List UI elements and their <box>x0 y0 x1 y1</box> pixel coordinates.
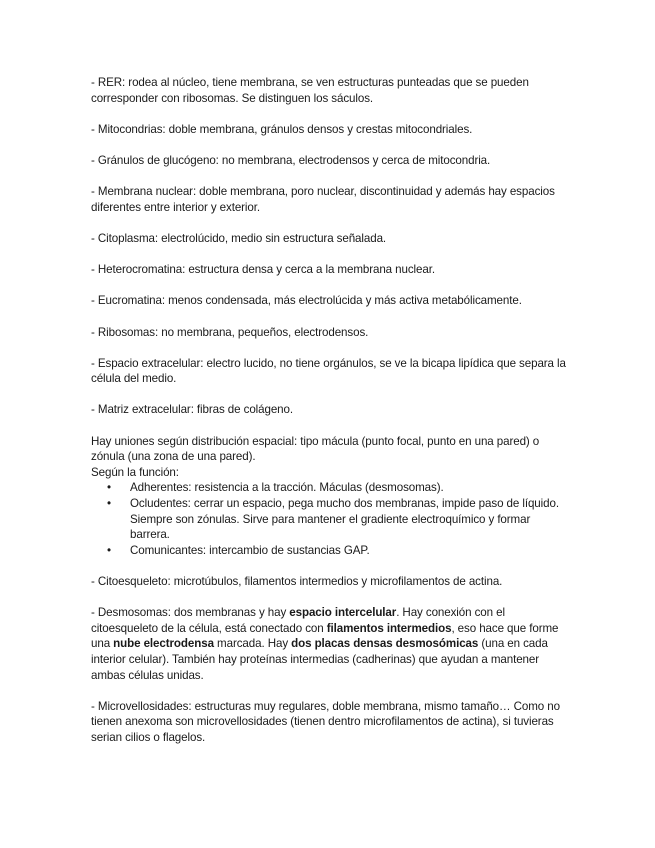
entry-eucromatina: - Eucromatina: menos condensada, más electrolúcida y más activa metabólicamente. <box>91 294 522 308</box>
desmosomas-bold-nube: nube electrodensa <box>113 637 214 651</box>
desmosomas-text-3: , eso hace que forme una <box>91 621 559 651</box>
desmosomas-text-2: . Hay conexión con el citoesqueleto de la célula, está conectado con <box>91 606 505 635</box>
funcion-comunicantes: Comunicantes: intercambio de sustancias GAP. <box>130 543 370 557</box>
desmosomas-text-4: marcada. Hay <box>213 637 292 651</box>
desmosomas-text-1: - Desmosomas: dos membranas y hay <box>91 606 290 620</box>
segun-funcion-heading: Según la función: <box>91 465 179 479</box>
uniones-intro: Hay uniones según distribución espacial: tipo mácula (punto focal, punto en una pared) o zónula (una zona de una pared). <box>91 434 540 464</box>
entry-espacio-extracelular: - Espacio extracelular: electro lucido, no tiene orgánulos, se ve la bicapa lipídica que separa la célula del medio. <box>91 356 566 386</box>
entry-mitocondrias: - Mitocondrias: doble membrana, gránulos densos y crestas mitocondriales. <box>91 122 473 136</box>
desmosomas-text-5: (una en cada interior celular). También hay proteínas intermedias (cadherinas) que ayudan a mantener ambas células unidas. <box>91 637 548 682</box>
bullet-icon: • <box>107 543 111 557</box>
entry-citoplasma: - Citoplasma: electrolúcido, medio sin estructura señalada. <box>91 231 387 245</box>
entry-desmosomas <box>91 605 571 683</box>
list-item <box>107 543 571 559</box>
entry-matriz-extracelular: - Matriz extracelular: fibras de colágeno. <box>91 403 294 417</box>
entry-rer: - RER: rodea al núcleo, tiene membrana, se ven estructuras punteadas que se pueden corresponder con ribosomas. Se distinguen los sáculos. <box>91 76 529 105</box>
desmosomas-bold-espacio: espacio intercelular <box>289 606 397 620</box>
document-page <box>91 75 571 761</box>
entry-microvellosidades: - Microvellosidades: estructuras muy regulares, doble membrana, mismo tamaño… Como no tienen anexoma son microvellosidades (tienen dentro microfilamentos de actina), si tuvieras serian cilios o flagelos. <box>91 699 560 744</box>
funcion-adherentes: Adherentes: resistencia a la tracción. Máculas (desmosomas). <box>130 481 444 495</box>
funcion-ocludentes: Ocludentes: cerrar un espacio, pega mucho dos membranas, impide paso de líquido. Siempre son zónulas. Sirve para mantener el gradiente electroquímico y formar barrera. <box>130 497 559 542</box>
list-item <box>107 496 571 543</box>
entry-heterocromatina: - Heterocromatina: estructura densa y cerca a la membrana nuclear. <box>91 263 435 277</box>
bullet-icon: • <box>107 497 111 511</box>
desmosomas-bold-filamentos: filamentos intermedios <box>326 621 452 635</box>
funciones-list <box>91 480 571 558</box>
entry-citoesqueleto: - Citoesqueleto: microtúbulos, filamentos intermedios y microfilamentos de actina. <box>91 575 503 588</box>
entry-ribosomas: - Ribosomas: no membrana, pequeños, electrodensos. <box>91 325 369 339</box>
entry-membrana-nuclear: - Membrana nuclear: doble membrana, poro nuclear, discontinuidad y además hay espacios diferentes entre interior y exterior. <box>91 185 555 214</box>
bullet-icon: • <box>107 481 111 495</box>
list-item <box>107 480 571 496</box>
desmosomas-bold-placas: dos placas densas desmosómicas <box>291 637 479 651</box>
entry-glucogeno: - Gránulos de glucógeno: no membrana, electrodensos y cerca de mitocondria. <box>91 153 491 167</box>
